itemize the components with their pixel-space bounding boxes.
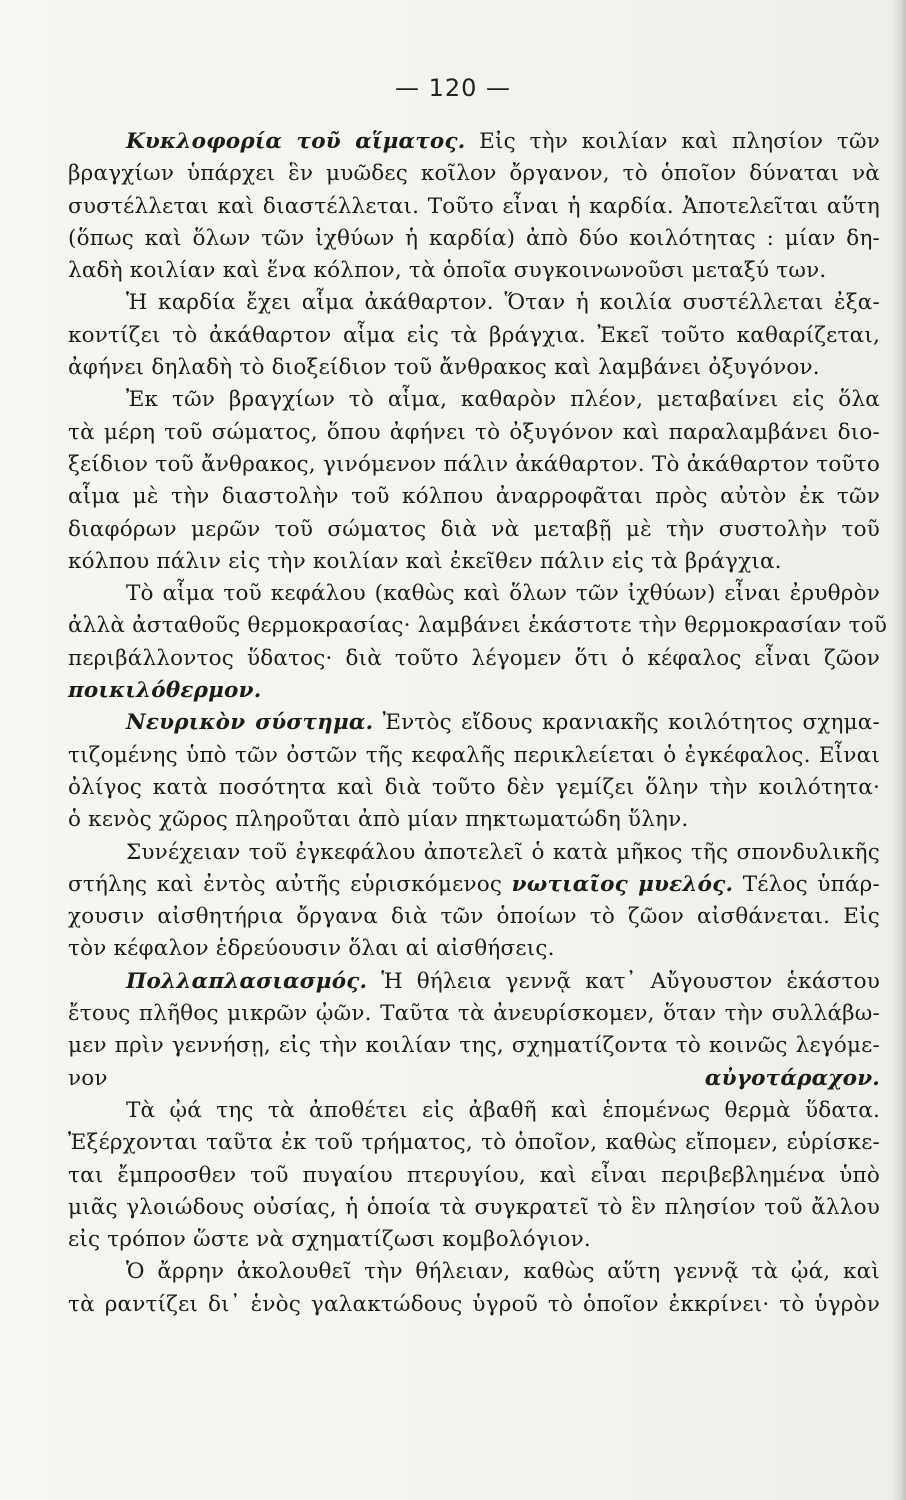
line-text: στήλης καὶ ἐντὸς αὐτῆς εὑρισκόμενος	[68, 871, 512, 897]
text-line	[68, 869, 880, 901]
line-text: αἷμα μὲ τὴν διαστολὴν τοῦ κόλπου ἀναρροφᾶται πρὸς αὐτὸν ἐκ τῶν	[68, 484, 880, 510]
text-line	[68, 643, 880, 675]
line-text: τὸν κέφαλον ἑδρεύουσιν ὅλαι αἱ αἰσθήσεις.	[68, 936, 555, 962]
emphasized-term: ποικιλόθερμον.	[68, 678, 262, 704]
section-heading: Πολλαπλασιασμός.	[126, 968, 368, 994]
text-line	[68, 675, 880, 707]
text-line	[68, 1256, 880, 1288]
emphasized-term: νωτιαῖος μυελός.	[511, 871, 734, 897]
line-text: κόλπου πάλιν εἰς τὴν κοιλίαν καὶ ἐκεῖθεν πάλιν εἰς τὰ βράγχια.	[68, 548, 782, 574]
text-line	[68, 578, 880, 610]
line-text: Ἐκ τῶν βραγχίων τὸ αἷμα, καθαρὸν πλέον, μεταβαίνει εἰς ὅλα	[126, 387, 880, 413]
line-text: ἀφήνει δηλαδὴ τὸ διοξείδιον τοῦ ἄνθρακος καὶ λαμβάνει ὀξυγόνον.	[68, 355, 820, 381]
text-line	[68, 1289, 880, 1321]
text-line	[68, 1127, 880, 1159]
line-text: Ὁ ἄρρην ἀκολουθεῖ τὴν θήλειαν, καθὼς αὕτη γεννᾷ τὰ ᾠά, καὶ	[126, 1259, 880, 1285]
text-line	[68, 966, 880, 998]
text-line	[68, 546, 880, 578]
line-text: ἔτους πλῆθος μικρῶν ᾠῶν. Ταῦτα τὰ ἀνευρίσκομεν, ὅταν τὴν συλλάβω-	[68, 1001, 880, 1027]
text-line	[68, 1224, 880, 1256]
line-text: Ἐντὸς εἴδους κρανιακῆς κοιλότητος σχημα-	[373, 710, 880, 736]
line-text: ὀλίγος κατὰ ποσότητα καὶ διὰ τοῦτο δὲν γεμίζει ὅλην τὴν κοιλότητα·	[68, 774, 880, 800]
line-text: συστέλλεται καὶ διαστέλλεται. Τοῦτο εἶναι ἡ καρδία. Ἀποτελεῖται αὕτη	[68, 193, 880, 219]
text-line	[68, 320, 880, 352]
body-text	[68, 126, 888, 1321]
text-line	[68, 384, 880, 416]
text-line	[68, 837, 880, 869]
text-line	[68, 772, 880, 804]
line-text: Τὸ αἷμα τοῦ κεφάλου (καθὼς καὶ ὅλων τῶν ἰχθύων) εἶναι ἐρυθρὸν	[126, 581, 880, 607]
text-line	[68, 1160, 880, 1192]
line-text: περιβάλλοντος ὕδατος· διὰ τοῦτο λέγομεν ὅτι ὁ κέφαλος εἶναι ζῶον	[68, 645, 880, 671]
line-text: τιζομένης ὑπὸ τῶν ὀστῶν τῆς κεφαλῆς περικλείεται ὁ ἐγκέφαλος. Εἶναι	[68, 742, 880, 768]
page-number: — 120 —	[394, 74, 512, 102]
section-heading: Νευρικὸν σύστημα.	[126, 710, 374, 736]
text-line	[68, 191, 880, 223]
text-line	[68, 610, 888, 642]
text-line	[68, 804, 880, 836]
text-line	[68, 1192, 880, 1224]
text-line	[68, 126, 880, 158]
line-text: (ὅπως καὶ ὅλων τῶν ἰχθύων ἡ καρδία) ἀπὸ δύο κοιλότητας : μίαν δη-	[68, 225, 880, 251]
emphasized-term: αὐγοτάραχον.	[704, 1065, 880, 1091]
line-text: Τὰ ᾠά της τὰ ἀποθέτει εἰς ἀβαθῆ καὶ ἑπομένως θερμὰ ὕδατα.	[126, 1097, 880, 1123]
line-text: τὰ ραντίζει δι᾿ ἑνὸς γαλακτώδους ὑγροῦ τὸ ὁποῖον ἐκκρίνει· τὸ ὑγρὸν	[68, 1291, 880, 1317]
line-text: εἰς τρόπον ὥστε νὰ σχηματίζωσι κομβολόγιον.	[68, 1227, 591, 1253]
line-text: Ἡ καρδία ἔχει αἷμα ἀκάθαρτον. Ὅταν ἡ κοιλία συστέλλεται ἐξα-	[126, 290, 880, 316]
line-text: νον	[68, 1065, 705, 1091]
text-line	[68, 998, 880, 1030]
line-text: Ἡ θήλεια γεννᾷ κατ᾿ Αὔγουστον ἑκάστου	[367, 968, 880, 994]
line-text: χουσιν αἰσθητήρια ὄργανα διὰ τῶν ὁποίων τὸ ζῶον αἰσθάνεται. Εἰς	[68, 904, 880, 930]
line-text: μεν πρὶν γεννήσῃ, εἰς τὴν κοιλίαν της, σχηματίζοντα τὸ κοινῶς λεγόμε-	[68, 1033, 880, 1059]
line-text: βραγχίων ὑπάρχει ἓν μυῶδες κοῖλον ὄργανον, τὸ ὁποῖον δύναται νὰ	[68, 161, 880, 187]
text-line	[68, 417, 880, 449]
line-text: ξείδιον τοῦ ἄνθρακος, γινόμενον πάλιν ἀκάθαρτον. Τὸ ἀκάθαρτον τοῦτο	[68, 451, 880, 477]
line-text: μιᾶς γλοιώδους οὐσίας, ἡ ὁποία τὰ συγκρατεῖ τὸ ἓν πλησίον τοῦ ἄλλου	[68, 1194, 880, 1220]
line-text: ται ἔμπροσθεν τοῦ πυγαίου πτερυγίου, καὶ εἶναι περιβεβλημένα ὑπὸ	[68, 1162, 880, 1188]
line-text: Τέλος ὑπάρ-	[733, 871, 880, 897]
line-text: ἀλλὰ ἀσταθοῦς θερμοκρασίας· λαμβάνει ἑκάστοτε τὴν θερμοκρασίαν τοῦ	[68, 613, 888, 639]
text-line	[68, 449, 880, 481]
text-line	[68, 1095, 880, 1127]
section-heading: Κυκλοφορία τοῦ αἵματος.	[126, 129, 466, 154]
line-text: τὰ μέρη τοῦ σώματος, ὅπου ἀφήνει τὸ ὀξυγόνον καὶ παραλαμβάνει διο-	[68, 419, 880, 445]
text-line	[68, 933, 880, 965]
line-text: Συνέχειαν τοῦ ἐγκεφάλου ἀποτελεῖ ὁ κατὰ μῆκος τῆς σπονδυλικῆς	[126, 839, 880, 865]
text-line	[68, 255, 880, 287]
text-line	[68, 901, 880, 933]
text-line	[68, 223, 880, 255]
line-text: κοντίζει τὸ ἀκάθαρτον αἷμα εἰς τὰ βράγχια. Ἐκεῖ τοῦτο καθαρίζεται,	[68, 322, 880, 348]
text-line	[68, 481, 880, 513]
page-edge-shadow	[892, 0, 906, 1500]
line-text: Ἐξέρχονται ταῦτα ἐκ τοῦ τρήματος, τὸ ὁποῖον, καθὼς εἴπομεν, εὑρίσκε-	[68, 1130, 880, 1156]
text-line	[68, 352, 880, 384]
text-line	[68, 1030, 880, 1062]
text-line	[68, 707, 880, 739]
line-text: ὁ κενὸς χῶρος πληροῦται ἀπὸ μίαν πηκτωματώδη ὕλην.	[68, 807, 689, 833]
line-text: διαφόρων μερῶν τοῦ σώματος διὰ νὰ μεταβῇ μὲ τὴν συστολὴν τοῦ	[68, 516, 880, 542]
line-text: Εἰς τὴν κοιλίαν καὶ πλησίον τῶν	[465, 129, 880, 154]
line-text: λαδὴ κοιλίαν καὶ ἕνα κόλπον, τὰ ὁποῖα συγκοινωνοῦσι μεταξύ των.	[68, 258, 827, 284]
text-line	[68, 1063, 880, 1095]
text-line	[68, 740, 880, 772]
text-line	[68, 514, 880, 546]
text-line	[68, 287, 880, 319]
text-line	[68, 158, 880, 190]
